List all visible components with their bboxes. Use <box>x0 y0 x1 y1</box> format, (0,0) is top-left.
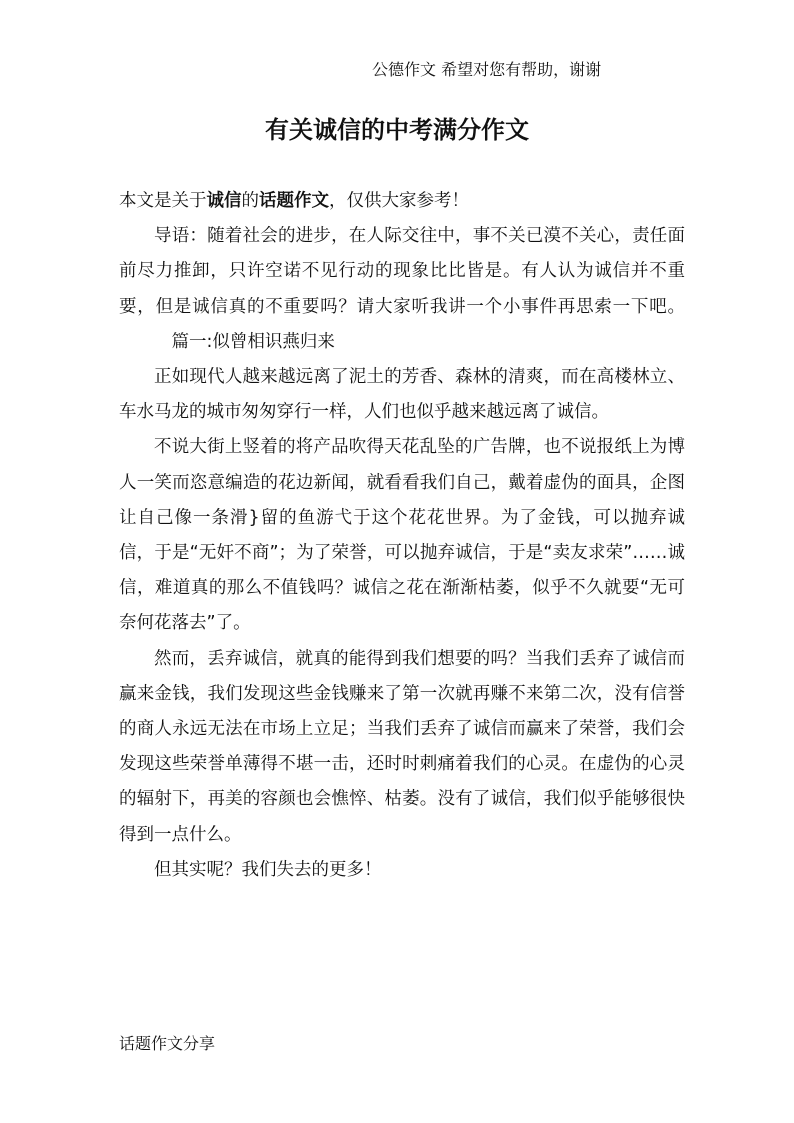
page-footer: 话题作文分享 <box>119 1034 216 1053</box>
paragraph-lead-text: 导语：随着社会的进步，在人际交往中，事不关已漠不关心，责任面前尽力推卸，只许空诺不见行动的现象比比皆是。有人认为诚信并不重要，但是诚信真的不重要吗？请大家听我讲一个小事件再思索一下吧。 <box>119 226 685 317</box>
paragraph-2: 正如现代人越来越远离了泥土的芳香、森林的清爽，而在高楼林立、车水马龙的城市匆匆穿行一样，人们也似乎越来越远离了诚信。 <box>119 367 685 423</box>
intro-keyword-integrity: 诚信 <box>206 191 242 211</box>
intro-paragraph <box>119 184 685 219</box>
document-title: 有关诚信的中考满分作文 <box>265 116 529 144</box>
intro-prefix: 本文是关于 <box>119 191 207 211</box>
section-subtitle: 篇一:似曾相识燕归来 <box>171 331 335 352</box>
paragraph-4: 然而，丢弃诚信，就真的能得到我们想要的吗？当我们丢弃了诚信而赢来金钱，我们发现这些金钱赚来了第一次就再赚不来第二次，没有信誉的商人永远无法在市场上立足；当我们丢弃了诚信而赢来了荣誉，我们会发现这些荣誉单薄得不堪一击，还时时刺痛着我们的心灵。在虚伪的心灵的辐射下，再美的容颜也会憔悴、枯萎。没有了诚信，我们似乎能够很快得到一点什么。 <box>119 648 685 845</box>
intro-suffix: ，仅供大家参考！ <box>329 191 469 211</box>
paragraph-5: 但其实呢？我们失去的更多！ <box>154 859 382 880</box>
page-header: 公德作文 希望对您有帮助，谢谢 <box>372 60 602 79</box>
intro-mid: 的 <box>241 191 259 211</box>
paragraph-lead <box>119 219 685 360</box>
document-body <box>119 184 685 888</box>
paragraph-3: 不说大街上竖着的将产品吹得天花乱坠的广告牌，也不说报纸上为博人一笑而恣意编造的花边新闻，就看看我们自己，戴着虚伪的面具，企图让自己像一条滑}留的鱼游弋于这个花花世界。为了金钱，可以抛弃诚信，于是“无奸不商”；为了荣誉，可以抛弃诚信，于是“卖友求荣”……诚信，难道真的那么不值钱吗？诚信之花在渐渐枯萎，似乎不久就要“无可奈何花落去”了。 <box>119 437 685 634</box>
intro-keyword-topic-essay: 话题作文 <box>259 191 329 211</box>
